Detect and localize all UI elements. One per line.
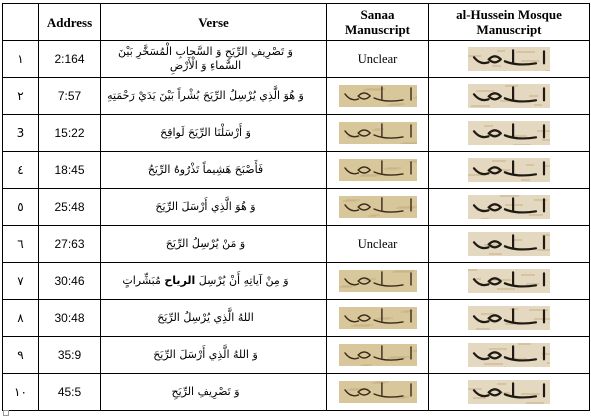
table-row: [3, 263, 590, 300]
hussein-manuscript-fragment: [429, 121, 589, 145]
sanaa-manuscript-image: [327, 300, 429, 337]
hussein-manuscript-image: [429, 300, 590, 337]
header-hussein: al-Hussein Mosque Manuscript: [429, 4, 590, 41]
sanaa-manuscript-fragment: [327, 307, 428, 329]
sanaa-note: Unclear: [327, 41, 429, 78]
table-row: [3, 226, 590, 263]
row-number: ٤: [3, 152, 39, 189]
row-number: ١٠: [3, 374, 39, 411]
verse-text-emphasis: الرياح: [164, 274, 196, 287]
hussein-manuscript-fragment: [429, 343, 589, 367]
verse-address: 27:63: [39, 226, 101, 263]
table-body: [3, 41, 590, 411]
verse-text: [101, 189, 327, 226]
hussein-manuscript-image: [429, 152, 590, 189]
sanaa-note: Unclear: [327, 226, 429, 263]
verse-text: [101, 374, 327, 411]
hussein-manuscript-image: [429, 189, 590, 226]
hussein-manuscript-fragment: [429, 306, 589, 330]
sanaa-manuscript-fragment: [327, 381, 428, 403]
row-number: ٢: [3, 78, 39, 115]
sanaa-manuscript-image: [327, 374, 429, 411]
verse-text: [101, 115, 327, 152]
verse-address: 18:45: [39, 152, 101, 189]
row-number: ٥: [3, 189, 39, 226]
hussein-manuscript-fragment: [429, 269, 589, 293]
header-num: [3, 4, 39, 41]
sanaa-manuscript-fragment: [327, 85, 428, 107]
hussein-manuscript-fragment: [429, 47, 589, 71]
verse-text: [101, 152, 327, 189]
row-number: ٦: [3, 226, 39, 263]
sanaa-manuscript-image: [327, 78, 429, 115]
table-row: [3, 337, 590, 374]
verse-text-main: وَ تَصْرِيفِ الرِّيَحِ وَ السَّحابِ الْمُسَخَّرِ بَيْنَ السَّماءِ وَ الْأَرْضِ: [118, 45, 293, 72]
verse-text: [101, 300, 327, 337]
verse-address: 30:46: [39, 263, 101, 300]
hussein-manuscript-fragment: [429, 195, 589, 219]
verse-text: [101, 41, 327, 78]
header-sanaa: Sanaa Manuscript: [327, 4, 429, 41]
verse-text-main: وَ هُوَ الَّذِي يُرْسِلُ الرِّيَحَ بُشْراً بَيْنَ يَدَيْ رَحْمَتِهِ: [107, 89, 304, 102]
verse-text-after: مُبَشِّراتٍ: [122, 274, 165, 287]
sanaa-manuscript-image: [327, 337, 429, 374]
verse-text: [101, 78, 327, 115]
header-address: Address: [39, 4, 101, 41]
verse-text-main: وَ أَرْسَلْنَا الرِّيَحَ لَواقِحَ: [160, 126, 251, 139]
sanaa-manuscript-image: [327, 189, 429, 226]
verse-address: 35:9: [39, 337, 101, 374]
sanaa-manuscript-image: [327, 263, 429, 300]
page-corner-mark: [3, 410, 9, 416]
row-number: 3: [3, 115, 39, 152]
table-row: [3, 41, 590, 78]
hussein-manuscript-image: [429, 337, 590, 374]
verse-address: 2:164: [39, 41, 101, 78]
hussein-manuscript-fragment: [429, 84, 589, 108]
header-verse: Verse: [101, 4, 327, 41]
verse-text-main: اللهُ الَّذِي يُرْسِلُ الرِّيَحَ: [157, 311, 254, 324]
hussein-manuscript-image: [429, 78, 590, 115]
table-row: [3, 300, 590, 337]
verse-text-main: وَ مِنْ آياتِهِ أَنْ يُرْسِلَ: [195, 274, 289, 287]
sanaa-manuscript-fragment: [327, 159, 428, 181]
row-number: ٩: [3, 337, 39, 374]
verse-address: 25:48: [39, 189, 101, 226]
sanaa-manuscript-fragment: [327, 122, 428, 144]
hussein-manuscript-image: [429, 41, 590, 78]
manuscript-comparison-table: [2, 3, 590, 411]
sanaa-manuscript-fragment: [327, 270, 428, 292]
hussein-manuscript-fragment: [429, 380, 589, 404]
row-number: ٨: [3, 300, 39, 337]
verse-text-main: وَ مَنْ يُرْسِلُ الرِّيَحَ: [165, 237, 246, 250]
hussein-manuscript-image: [429, 226, 590, 263]
sanaa-manuscript-fragment: [327, 344, 428, 366]
verse-text-main: وَ تَصْرِيفِ الرِّيَحِ: [171, 385, 240, 398]
verse-text-main: وَ اللهُ الَّذِي أَرْسَلَ الرِّيَحَ: [153, 348, 258, 361]
table-row: [3, 152, 590, 189]
table-row: [3, 189, 590, 226]
verse-text-main: فَأَصْبَحَ هَشِيماً تَذْرُوهُ الرِّيَحُ: [147, 163, 264, 176]
table-row: [3, 115, 590, 152]
row-number: ١: [3, 41, 39, 78]
verse-address: 15:22: [39, 115, 101, 152]
verse-address: 30:48: [39, 300, 101, 337]
hussein-manuscript-image: [429, 263, 590, 300]
row-number: ٧: [3, 263, 39, 300]
table-row: [3, 374, 590, 411]
header-row: [3, 4, 590, 41]
hussein-manuscript-image: [429, 374, 590, 411]
hussein-manuscript-fragment: [429, 158, 589, 182]
verse-text: [101, 337, 327, 374]
sanaa-manuscript-image: [327, 115, 429, 152]
verse-address: 7:57: [39, 78, 101, 115]
hussein-manuscript-image: [429, 115, 590, 152]
verse-text: [101, 226, 327, 263]
verse-text-main: وَ هُوَ الَّذِي أَرْسَلَ الرِّيَحَ: [155, 200, 256, 213]
sanaa-manuscript-fragment: [327, 196, 428, 218]
verse-address: 45:5: [39, 374, 101, 411]
table-row: [3, 78, 590, 115]
sanaa-manuscript-image: [327, 152, 429, 189]
hussein-manuscript-fragment: [429, 232, 589, 256]
verse-text: [101, 263, 327, 300]
